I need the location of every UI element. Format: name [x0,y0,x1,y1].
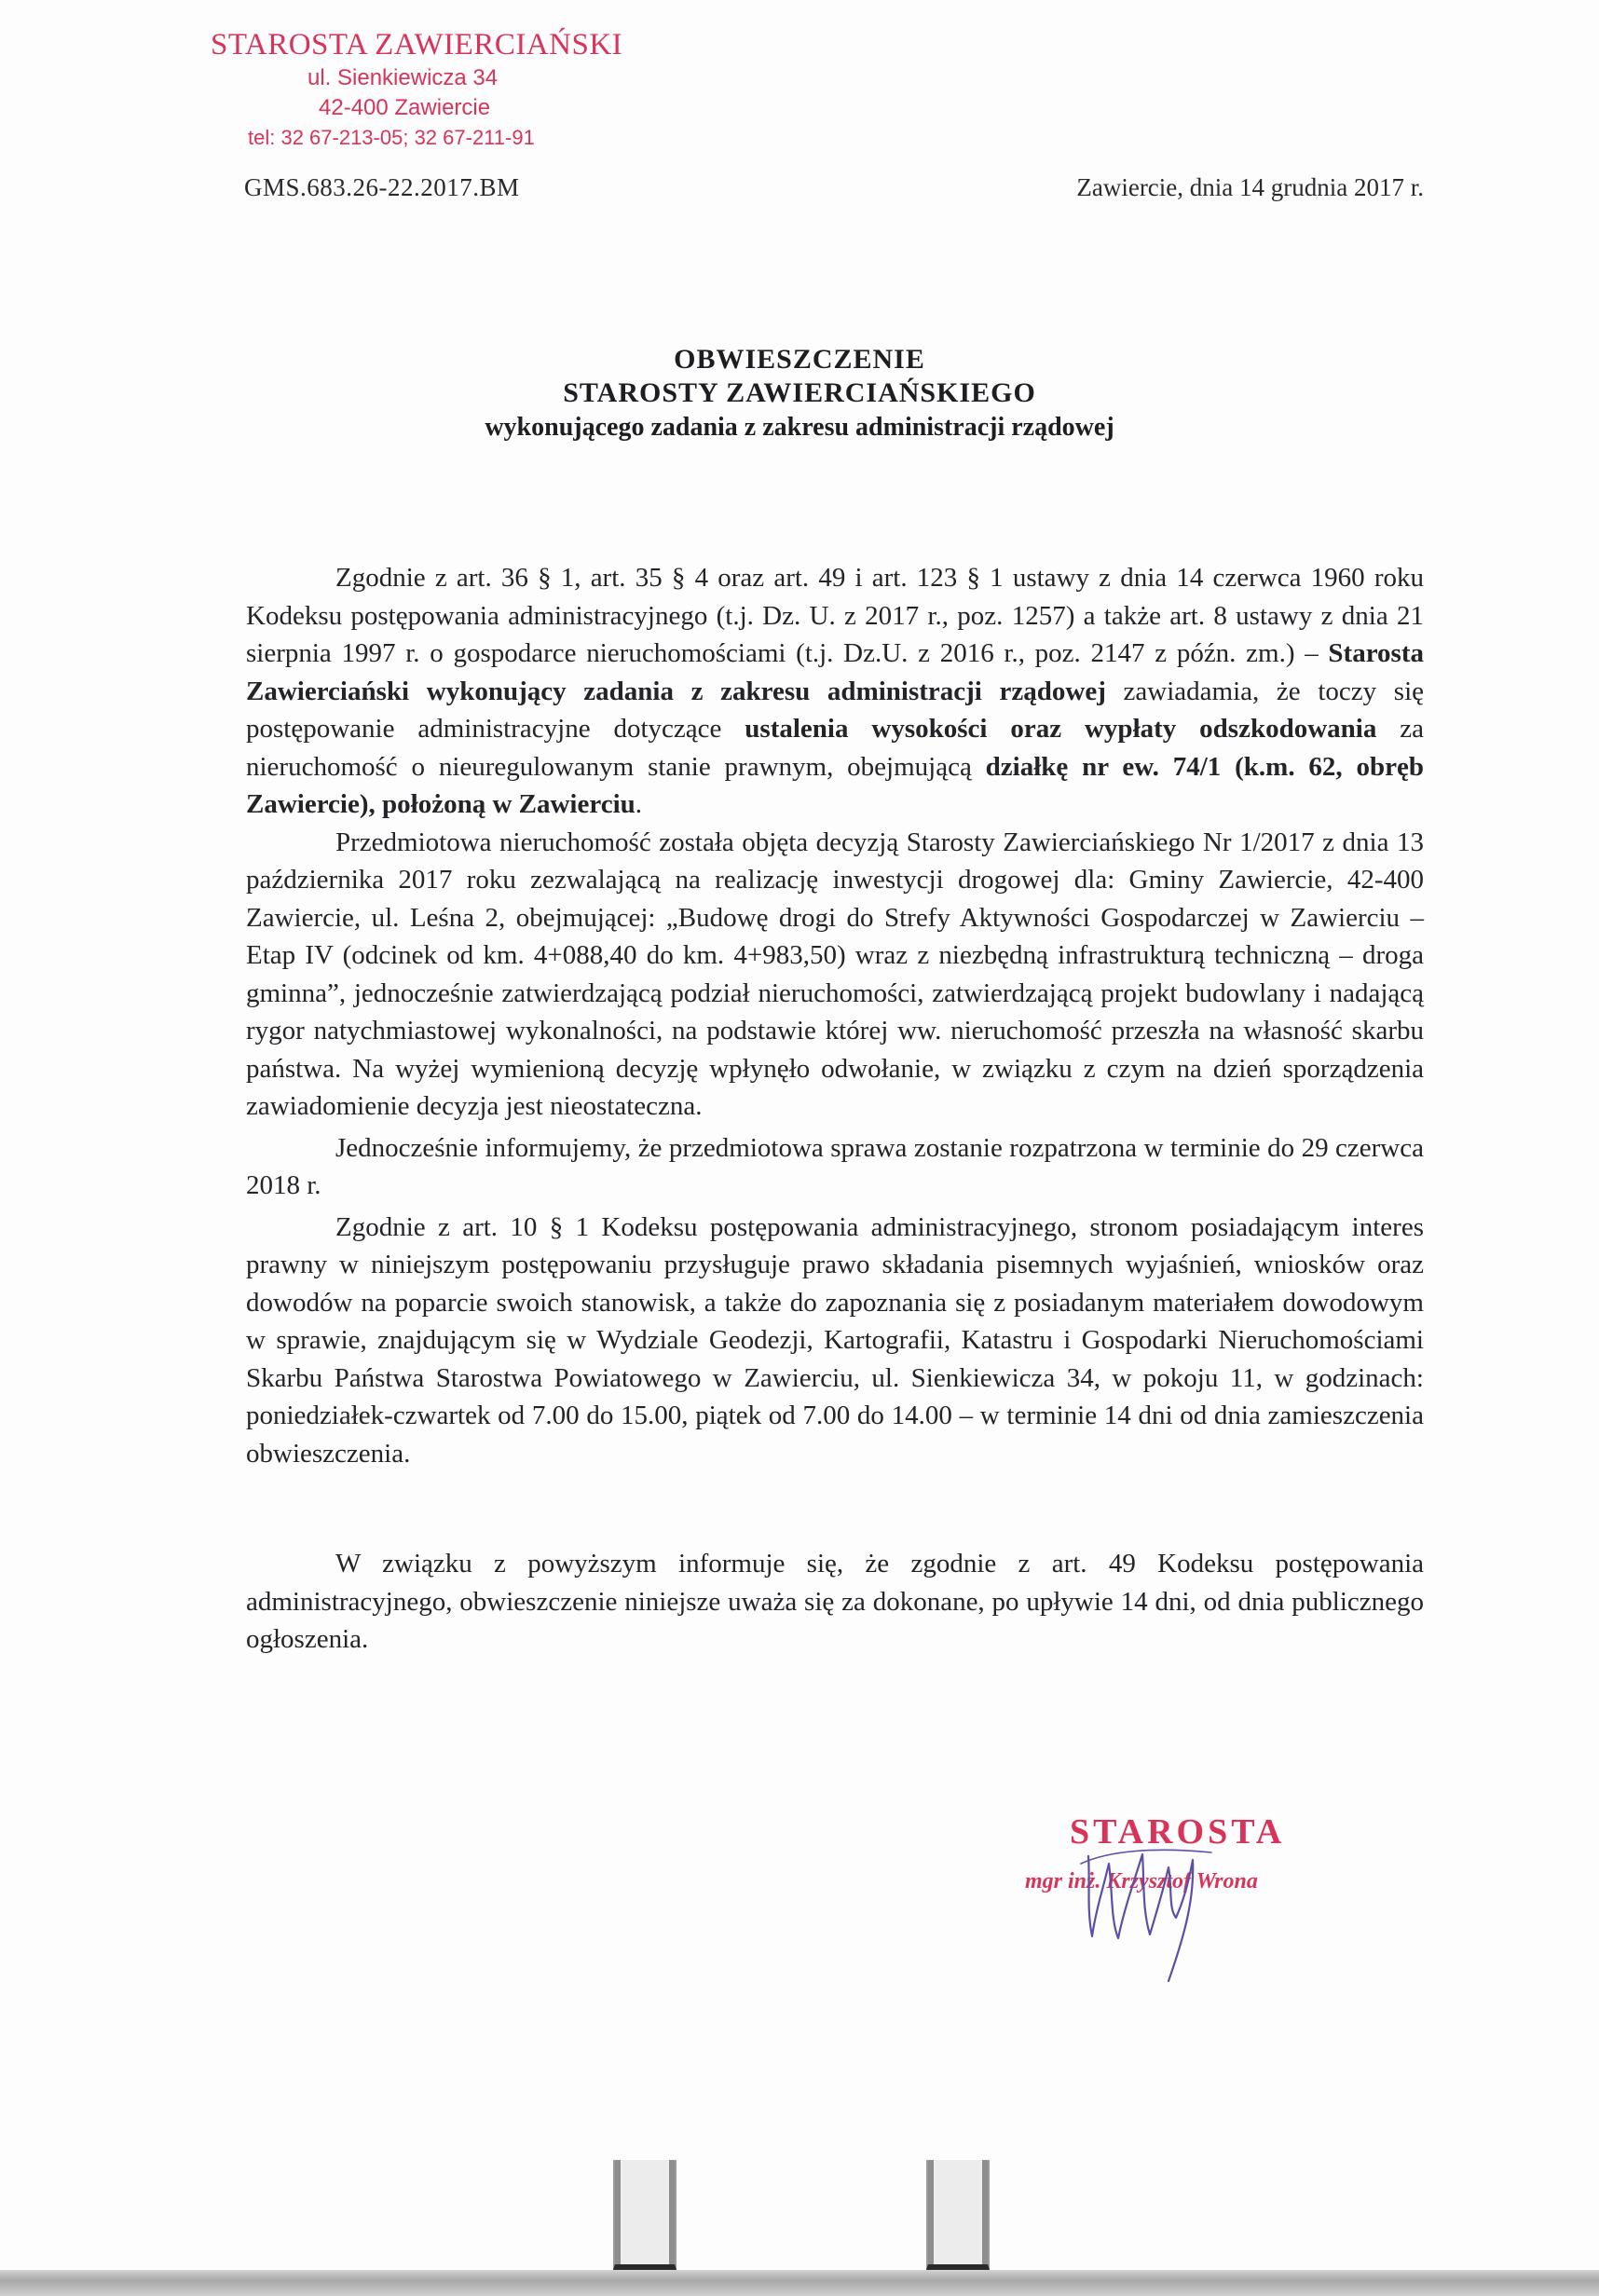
paragraph-publication: W związku z powyższym informuje się, że zgodnie z art. 49 Kodeksu postępowania administracyjnego, obwieszczenie niniejsze uważa się za dokonane, po upływie 14 dni, od dnia publicznego ogłoszenia. [246,1549,1424,1654]
scan-clip-mark-right [926,2160,990,2270]
document-reference: GMS.683.26-22.2017.BM [244,173,520,201]
document-date: Zawiercie, dnia 14 grudnia 2017 r. [1076,173,1424,201]
heading-title: OBWIESZCZENIE [674,344,925,375]
stamp-phone: tel: 32 67-213-05; 32 67-211-91 [248,126,535,149]
paragraph1-text-2: zawiadamia, że toczy się postępowanie administracyjne dotyczące [246,676,1424,744]
stamp-title: STAROSTA ZAWIERCIAŃSKI [211,28,623,62]
paragraph1-text-1: Zgodnie z art. 36 § 1, art. 35 § 4 oraz art. 49 i art. 123 § 1 ustawy z dnia 14 czerwca 1960 roku Kodeksu postępowania administracyjnego (t.j. Dz. U. z 2017 r., poz. 1257) a także art. 8 ustawy z dnia 21 sierpnia 1997 r. o gospodarce nieruchomościami (t.j. Dz.U. z 2016 r., poz. 2147 z późn. zm.) – [246,563,1424,668]
paragraph1-bold-subject: ustalenia wysokości oraz wypłaty odszkodowania [745,714,1377,744]
paragraph1-text-4: . [635,789,643,819]
signature-stamp-name: mgr inż. Krzysztof Wrona [1025,1869,1258,1893]
signature-stamp-title: STAROSTA [1070,1812,1286,1852]
stamp-address-street: ul. Sienkiewicza 34 [308,65,499,90]
header-stamp [211,26,676,153]
paragraph-deadline: Jednocześnie informujemy, że przedmiotowa sprawa zostanie rozpatrzona w terminie do 29 czerwca 2018 r. [246,1132,1424,1200]
handwritten-signature [1053,1798,1258,1985]
heading-authority: STAROSTY ZAWIERCIAŃSKIEGO [563,377,1036,408]
scan-clip-mark-left [613,2160,676,2270]
paragraph-legal-basis [246,559,1424,824]
paragraph1-bold-parcel: działkę nr ew. 74/1 (k.m. 62, obręb Zawiercie), położoną w Zawierciu [246,751,1425,819]
stamp-address-city: 42-400 Zawiercie [319,95,491,120]
document-heading [0,343,1599,445]
scan-bottom-edge [0,2270,1599,2296]
paragraph1-bold-authority: Starosta Zawierciański wykonujący zadania z zakresu administracji rządowej [246,638,1424,706]
paragraph-decision: Przedmiotowa nieruchomość została objęta decyzją Starosty Zawierciańskiego Nr 1/2017 z dnia 13 października 2017 roku zezwalającą na realizację inwestycji drogowej dla: Gminy Zawiercie, 42-400 Zawiercie, ul. Leśna 2, obejmującej: „Budowę drogi do Strefy Aktywności Gospodarczej w Zawierciu – Etap IV (odcinek od km. 4+088,40 do km. 4+983,50) wraz z niezbędną infrastrukturą techniczną – droga gminna”, jednocześnie zatwierdzającą podział nieruchomości, zatwierdzającą projekt budowlany i nadającą rygor natychmiastowej wykonalności, na podstawie której ww. nieruchomość przeszła na własność skarbu państwa. Na wyżej wymienioną decyzję wpłynęło odwołanie, w związku z czym na dzień sporządzenia zawiadomienie decyzja jest nieostateczna. [246,827,1424,1121]
paragraph1-text-3: za nieruchomość o nieuregulowanym stanie prawnym, obejmującą [246,714,1425,782]
paragraph-rights: Zgodnie z art. 10 § 1 Kodeksu postępowania administracyjnego, stronom posiadającym interes prawny w niniejszym postępowaniu przysługuje prawo składania pisemnych wyjaśnień, wniosków oraz dowodów na poparcie swoich stanowisk, a także do zapoznania się z posiadanym materiałem dowodowym w sprawie, znajdującym się w Wydziale Geodezji, Kartografii, Katastru i Gospodarki Nieruchomościami Skarbu Państwa Starostwa Powiatowego w Zawierciu, ul. Sienkiewicza 34, w pokoju 11, w godzinach: poniedziałek-czwartek od 7.00 do 15.00, piątek od 7.00 do 14.00 – w terminie 14 dni od dnia zamieszczenia obwieszczenia. [246,1211,1424,1469]
heading-subtitle: wykonującego zadania z zakresu administracji rządowej [485,413,1114,442]
document-body [246,559,1424,1659]
